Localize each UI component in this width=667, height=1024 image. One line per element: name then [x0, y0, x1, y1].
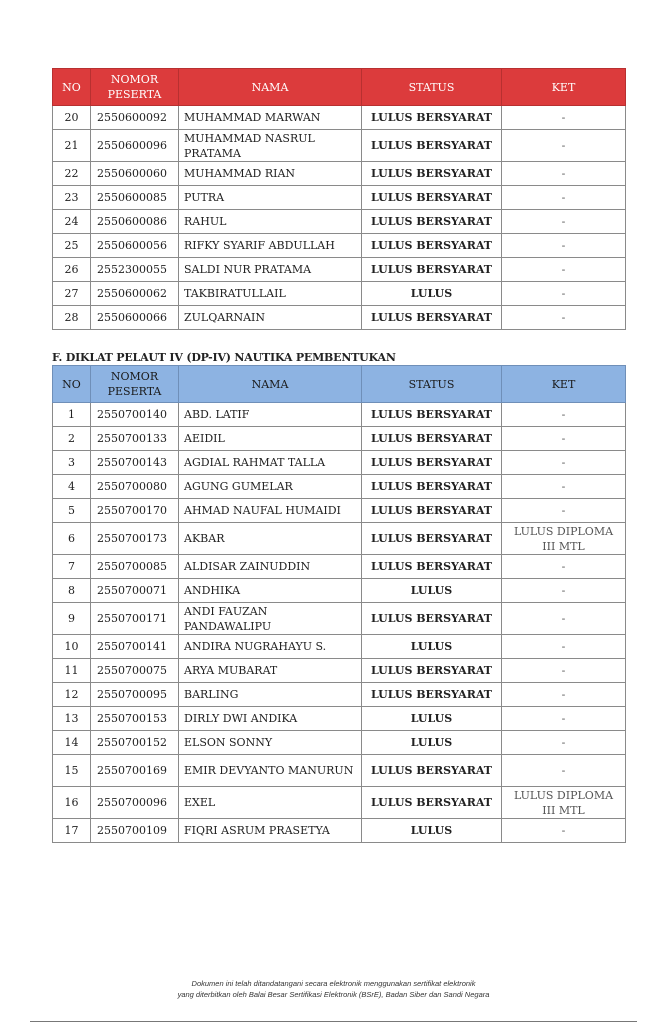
table-row — [53, 451, 626, 475]
footer-line-2: yang diterbitkan oleh Balai Besar Sertifikasi Elektronik (BSrE), Badan Siber dan Sandi Negara — [177, 990, 490, 999]
header-ket: KET — [502, 366, 626, 403]
cell-nomor: 2550600060 — [91, 162, 179, 186]
cell-ket: - — [502, 707, 626, 731]
cell-ket: - — [502, 427, 626, 451]
cell-ket: - — [502, 683, 626, 707]
cell-nomor: 2552300055 — [91, 258, 179, 282]
cell-ket: - — [502, 579, 626, 603]
cell-nama: ABD. LATIF — [179, 403, 362, 427]
table-row — [53, 635, 626, 659]
cell-nomor: 2550600086 — [91, 210, 179, 234]
cell-nama: ARYA MUBARAT — [179, 659, 362, 683]
cell-nomor: 2550700173 — [91, 523, 179, 555]
cell-status: LULUS BERSYARAT — [362, 475, 502, 499]
table-header-row — [53, 366, 626, 403]
cell-nama: MUHAMMAD RIAN — [179, 162, 362, 186]
table-row — [53, 683, 626, 707]
cell-status: LULUS — [362, 707, 502, 731]
cell-no: 23 — [53, 186, 91, 210]
cell-nama: ALDISAR ZAINUDDIN — [179, 555, 362, 579]
cell-status: LULUS BERSYARAT — [362, 130, 502, 162]
cell-nama: EMIR DEVYANTO MANURUN — [179, 755, 362, 787]
cell-status: LULUS BERSYARAT — [362, 234, 502, 258]
cell-nomor: 2550700153 — [91, 707, 179, 731]
cell-nama: AGDIAL RAHMAT TALLA — [179, 451, 362, 475]
cell-ket: - — [502, 162, 626, 186]
table-row — [53, 162, 626, 186]
cell-nama: RIFKY SYARIF ABDULLAH — [179, 234, 362, 258]
cell-nama: FIQRI ASRUM PRASETYA — [179, 819, 362, 843]
cell-no: 8 — [53, 579, 91, 603]
cell-no: 5 — [53, 499, 91, 523]
cell-ket: - — [502, 555, 626, 579]
cell-nama: AKBAR — [179, 523, 362, 555]
cell-nomor: 2550600085 — [91, 186, 179, 210]
cell-ket: - — [502, 635, 626, 659]
cell-ket: LULUS DIPLOMA III MTL — [502, 787, 626, 819]
table-row — [53, 258, 626, 282]
cell-no: 16 — [53, 787, 91, 819]
cell-nama: EXEL — [179, 787, 362, 819]
table-row — [53, 306, 626, 330]
header-status: STATUS — [362, 366, 502, 403]
cell-no: 13 — [53, 707, 91, 731]
cell-status: LULUS BERSYARAT — [362, 162, 502, 186]
table-row — [53, 731, 626, 755]
cell-nama: AHMAD NAUFAL HUMAIDI — [179, 499, 362, 523]
cell-ket: - — [502, 475, 626, 499]
cell-nomor: 2550700080 — [91, 475, 179, 499]
cell-status: LULUS BERSYARAT — [362, 523, 502, 555]
cell-no: 28 — [53, 306, 91, 330]
cell-nomor: 2550700095 — [91, 683, 179, 707]
cell-nama: SALDI NUR PRATAMA — [179, 258, 362, 282]
cell-no: 21 — [53, 130, 91, 162]
table-row — [53, 787, 626, 819]
cell-status: LULUS BERSYARAT — [362, 106, 502, 130]
cell-nama: ELSON SONNY — [179, 731, 362, 755]
header-nama: NAMA — [179, 366, 362, 403]
cell-nomor: 2550700140 — [91, 403, 179, 427]
table-header-row — [53, 69, 626, 106]
cell-ket: - — [502, 258, 626, 282]
table-row — [53, 282, 626, 306]
cell-status: LULUS BERSYARAT — [362, 427, 502, 451]
cell-status: LULUS BERSYARAT — [362, 210, 502, 234]
cell-nomor: 2550700075 — [91, 659, 179, 683]
cell-nomor: 2550600062 — [91, 282, 179, 306]
cell-status: LULUS BERSYARAT — [362, 186, 502, 210]
cell-ket: - — [502, 306, 626, 330]
cell-no: 15 — [53, 755, 91, 787]
header-status: STATUS — [362, 69, 502, 106]
cell-nomor: 2550600096 — [91, 130, 179, 162]
cell-nomor: 2550600056 — [91, 234, 179, 258]
cell-nomor: 2550700171 — [91, 603, 179, 635]
cell-ket: - — [502, 603, 626, 635]
cell-no: 20 — [53, 106, 91, 130]
table-row — [53, 130, 626, 162]
cell-ket: - — [502, 210, 626, 234]
cell-no: 1 — [53, 403, 91, 427]
cell-nama: AEIDIL — [179, 427, 362, 451]
cell-no: 27 — [53, 282, 91, 306]
cell-status: LULUS — [362, 282, 502, 306]
table-row — [53, 659, 626, 683]
cell-nomor: 2550700152 — [91, 731, 179, 755]
table-row — [53, 755, 626, 787]
cell-nama: ANDI FAUZAN PANDAWALIPU — [179, 603, 362, 635]
cell-status: LULUS BERSYARAT — [362, 258, 502, 282]
cell-status: LULUS BERSYARAT — [362, 555, 502, 579]
table-row — [53, 579, 626, 603]
table-row — [53, 555, 626, 579]
cell-status: LULUS — [362, 635, 502, 659]
cell-ket: - — [502, 106, 626, 130]
table-row — [53, 427, 626, 451]
cell-no: 11 — [53, 659, 91, 683]
cell-no: 12 — [53, 683, 91, 707]
cell-ket: - — [502, 130, 626, 162]
cell-status: LULUS BERSYARAT — [362, 755, 502, 787]
results-table-dp-iv-nautika — [52, 365, 626, 843]
cell-status: LULUS BERSYARAT — [362, 499, 502, 523]
header-nama: NAMA — [179, 69, 362, 106]
cell-no: 7 — [53, 555, 91, 579]
cell-status: LULUS BERSYARAT — [362, 683, 502, 707]
cell-nama: PUTRA — [179, 186, 362, 210]
cell-status: LULUS — [362, 819, 502, 843]
header-no: NO — [53, 69, 91, 106]
table-row — [53, 603, 626, 635]
cell-no: 14 — [53, 731, 91, 755]
cell-no: 22 — [53, 162, 91, 186]
cell-ket: - — [502, 451, 626, 475]
cell-nomor: 2550700170 — [91, 499, 179, 523]
cell-nomor: 2550700143 — [91, 451, 179, 475]
cell-nomor: 2550700169 — [91, 755, 179, 787]
table-row — [53, 819, 626, 843]
cell-nomor: 2550600092 — [91, 106, 179, 130]
cell-ket: - — [502, 499, 626, 523]
footer-line-1: Dokumen ini telah ditandatangani secara elektronik menggunakan sertifikat elektronik — [191, 979, 476, 988]
e-signature-notice — [0, 978, 667, 1000]
cell-ket: - — [502, 186, 626, 210]
cell-status: LULUS BERSYARAT — [362, 306, 502, 330]
cell-no: 9 — [53, 603, 91, 635]
cell-ket: - — [502, 819, 626, 843]
table-row — [53, 707, 626, 731]
cell-nama: ANDIRA NUGRAHAYU S. — [179, 635, 362, 659]
cell-no: 25 — [53, 234, 91, 258]
table-row — [53, 186, 626, 210]
cell-no: 10 — [53, 635, 91, 659]
table-row — [53, 475, 626, 499]
table-row — [53, 106, 626, 130]
cell-status: LULUS BERSYARAT — [362, 787, 502, 819]
cell-nomor: 2550700096 — [91, 787, 179, 819]
cell-nama: BARLING — [179, 683, 362, 707]
cell-nomor: 2550700085 — [91, 555, 179, 579]
cell-nama: DIRLY DWI ANDIKA — [179, 707, 362, 731]
cell-no: 26 — [53, 258, 91, 282]
cell-ket: LULUS DIPLOMA III MTL — [502, 523, 626, 555]
header-nomor-peserta: NOMOR PESERTA — [91, 69, 179, 106]
cell-nomor: 2550600066 — [91, 306, 179, 330]
results-table-continued — [52, 68, 626, 330]
cell-no: 6 — [53, 523, 91, 555]
cell-no: 4 — [53, 475, 91, 499]
cell-status: LULUS BERSYARAT — [362, 403, 502, 427]
cell-status: LULUS — [362, 579, 502, 603]
cell-nomor: 2550700133 — [91, 427, 179, 451]
cell-nomor: 2550700109 — [91, 819, 179, 843]
cell-status: LULUS BERSYARAT — [362, 603, 502, 635]
section-title-f: F. DIKLAT PELAUT IV (DP-IV) NAUTIKA PEMBENTUKAN — [52, 351, 396, 364]
cell-status: LULUS BERSYARAT — [362, 451, 502, 475]
cell-ket: - — [502, 234, 626, 258]
cell-nama: TAKBIRATULLAIL — [179, 282, 362, 306]
cell-nama: MUHAMMAD NASRUL PRATAMA — [179, 130, 362, 162]
cell-ket: - — [502, 755, 626, 787]
cell-nama: AGUNG GUMELAR — [179, 475, 362, 499]
footer-divider — [30, 1021, 637, 1022]
table-row — [53, 210, 626, 234]
cell-ket: - — [502, 403, 626, 427]
cell-no: 3 — [53, 451, 91, 475]
cell-no: 2 — [53, 427, 91, 451]
table-row — [53, 523, 626, 555]
header-no: NO — [53, 366, 91, 403]
cell-nama: ZULQARNAIN — [179, 306, 362, 330]
cell-nama: RAHUL — [179, 210, 362, 234]
cell-ket: - — [502, 731, 626, 755]
cell-ket: - — [502, 282, 626, 306]
cell-status: LULUS — [362, 731, 502, 755]
header-ket: KET — [502, 69, 626, 106]
cell-no: 17 — [53, 819, 91, 843]
cell-nomor: 2550700071 — [91, 579, 179, 603]
cell-nama: ANDHIKA — [179, 579, 362, 603]
cell-ket: - — [502, 659, 626, 683]
cell-no: 24 — [53, 210, 91, 234]
cell-status: LULUS BERSYARAT — [362, 659, 502, 683]
table-row — [53, 234, 626, 258]
cell-nomor: 2550700141 — [91, 635, 179, 659]
cell-nama: MUHAMMAD MARWAN — [179, 106, 362, 130]
table-row — [53, 499, 626, 523]
table-row — [53, 403, 626, 427]
header-nomor-peserta: NOMOR PESERTA — [91, 366, 179, 403]
